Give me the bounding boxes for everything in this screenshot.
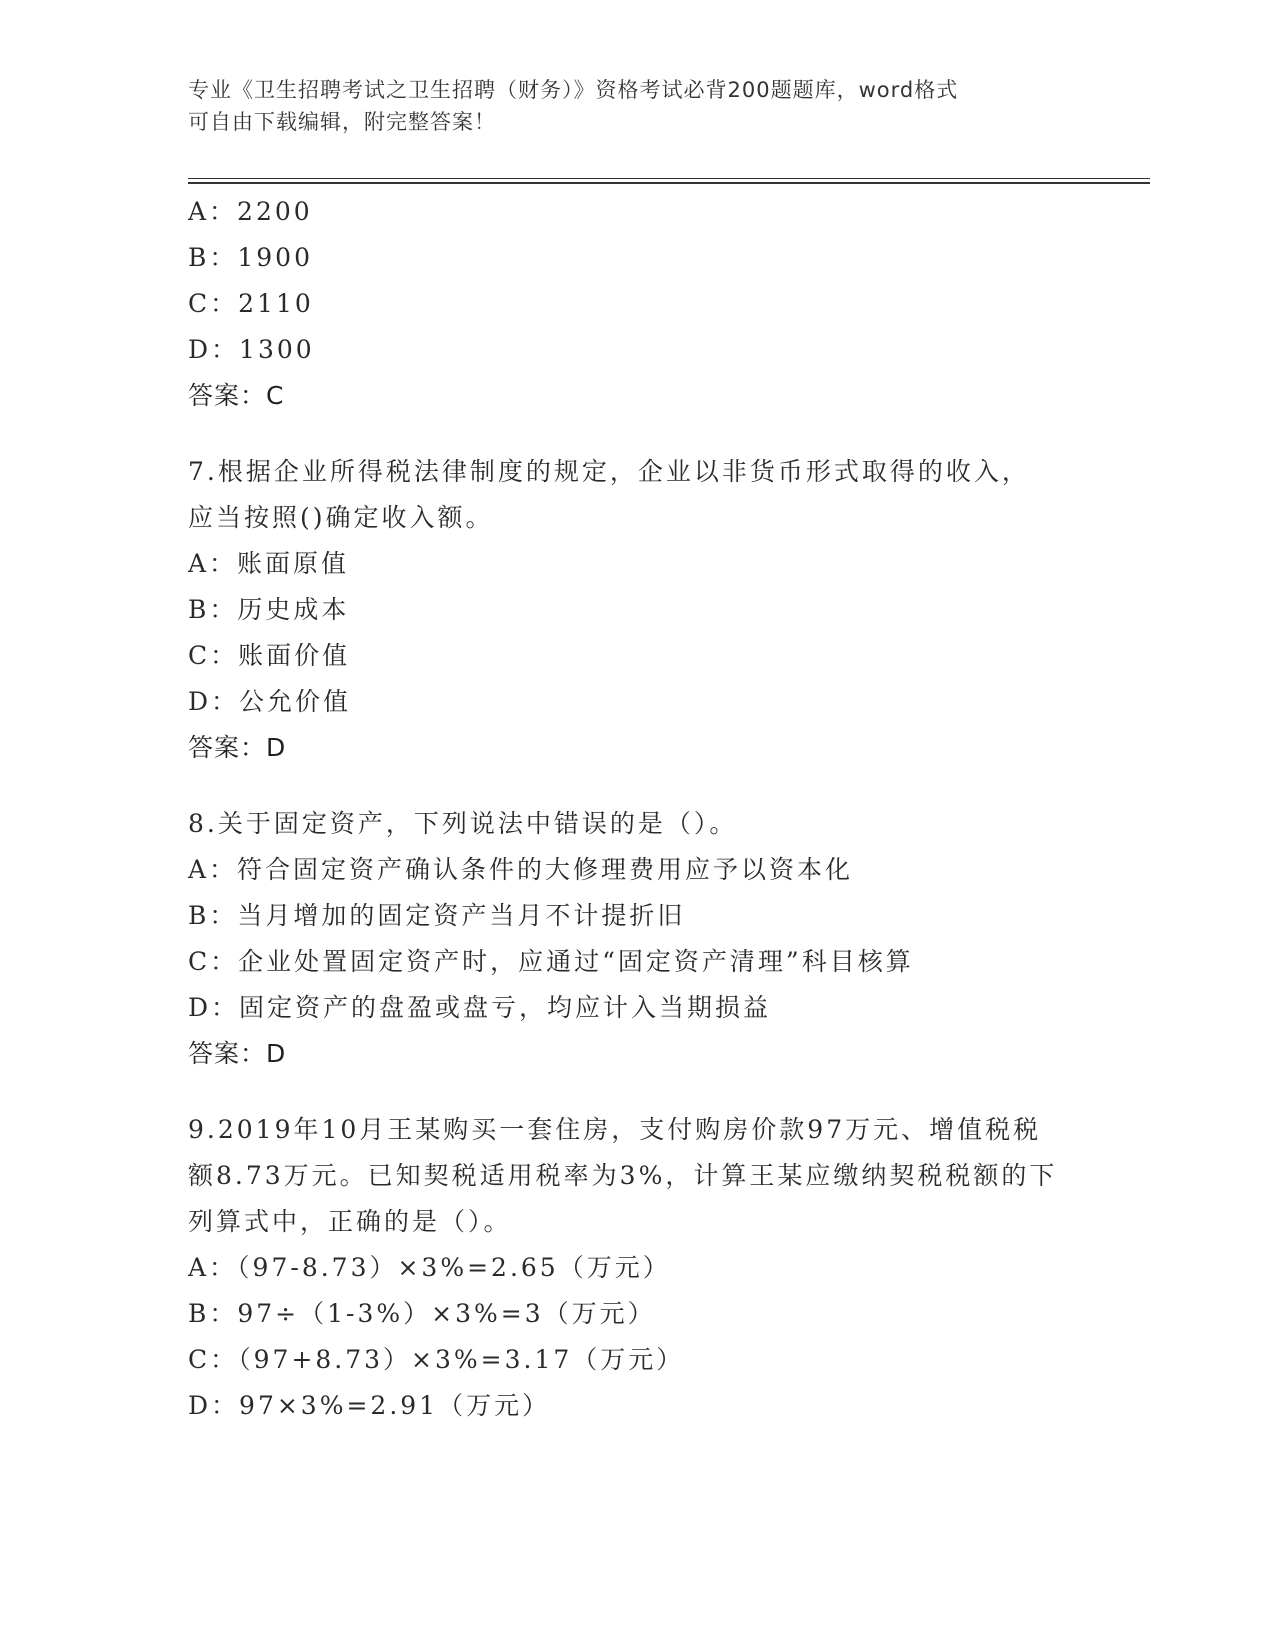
- option-b: B：当月增加的固定资产当月不计提折旧: [188, 901, 686, 930]
- answer-line: 答案：D: [188, 733, 287, 762]
- option-d: D：固定资产的盘盈或盘亏，均应计入当期损益: [188, 993, 772, 1022]
- document-header: [188, 74, 1088, 138]
- question-stem-line-1: 8.关于固定资产，下列说法中错误的是（）。: [188, 809, 738, 838]
- question-stem-line-2: 额8.73万元。已知契税适用税率为3%，计算王某应缴纳契税税额的下: [188, 1161, 1058, 1190]
- question-list: [188, 189, 1088, 1429]
- option-b: B：历史成本: [188, 595, 350, 624]
- question-stem-line-1: 9.2019年10月王某购买一套住房，支付购房价款97万元、增值税税: [188, 1115, 1042, 1144]
- option-c: C：（97+8.73）×3%=3.17（万元）: [188, 1345, 685, 1374]
- option-b: B：1900: [188, 243, 313, 272]
- header-divider-thin: [188, 178, 1150, 179]
- question-6: [188, 189, 1088, 419]
- question-stem-line-2: 应当按照()确定收入额。: [188, 503, 494, 532]
- option-a: A：符合固定资产确认条件的大修理费用应予以资本化: [188, 855, 854, 884]
- option-d: D：1300: [188, 335, 315, 364]
- header-divider-thick: [188, 182, 1150, 184]
- answer-line: 答案：D: [188, 1039, 287, 1068]
- answer-line: 答案：C: [188, 381, 285, 410]
- question-stem-line-1: 7.根据企业所得税法律制度的规定，企业以非货币形式取得的收入，: [188, 457, 1030, 486]
- question-9: [188, 1107, 1088, 1429]
- option-a: A：账面原值: [188, 549, 350, 578]
- option-b: B：97÷（1-3%）×3%=3（万元）: [188, 1299, 656, 1328]
- option-d: D：97×3%=2.91（万元）: [188, 1391, 551, 1420]
- option-a: A：2200: [188, 197, 313, 226]
- question-8: [188, 801, 1088, 1077]
- header-line-1: 专业《卫生招聘考试之卫生招聘（财务）》资格考试必背200题题库，word格式: [188, 78, 959, 102]
- option-c: C：企业处置固定资产时，应通过“固定资产清理”科目核算: [188, 947, 914, 976]
- option-a: A：（97-8.73）×3%=2.65（万元）: [188, 1253, 671, 1282]
- option-c: C：2110: [188, 289, 314, 318]
- question-7: [188, 449, 1088, 771]
- question-stem-line-3: 列算式中，正确的是（）。: [188, 1207, 512, 1236]
- option-c: C：账面价值: [188, 641, 351, 670]
- option-d: D：公允价值: [188, 687, 352, 716]
- header-line-2: 可自由下载编辑，附完整答案！: [188, 110, 496, 134]
